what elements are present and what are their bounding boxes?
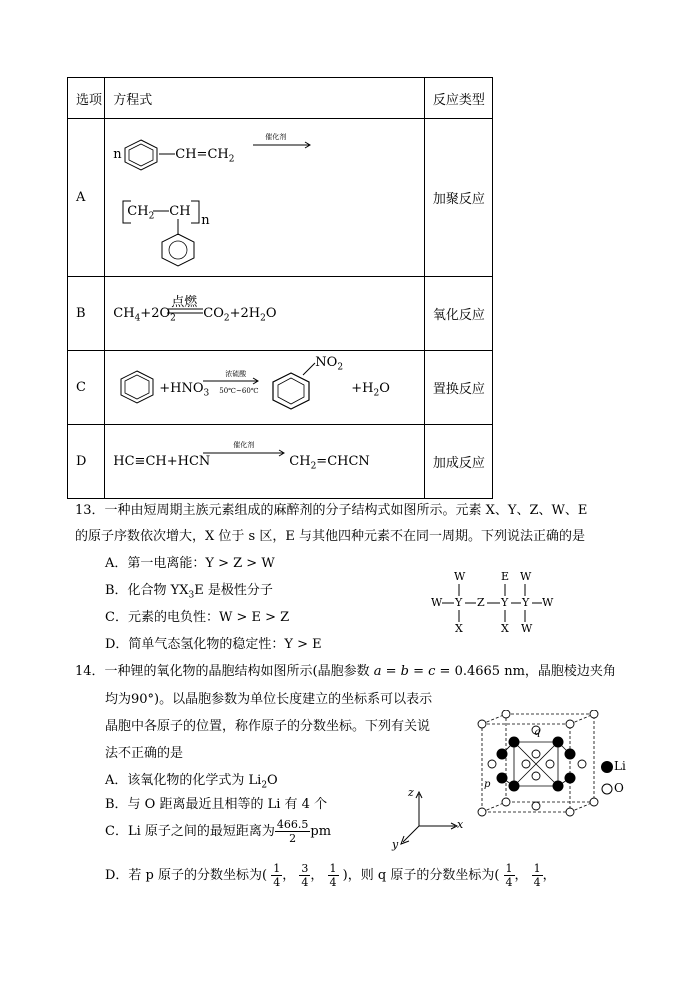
reaction-table <box>67 77 493 499</box>
row-type: 加成反应 <box>424 425 492 499</box>
q13-option-b: B．化合物 $YX_3E$ 是极性分子 <box>105 583 273 601</box>
legend-li: Li <box>614 759 626 773</box>
equation-cell: HC≡CH+HCN 催化剂 $CH_2=CHCN$ <box>105 425 425 499</box>
equation-cell: n $CH=CH_2$ 催化剂 $CH_2$ CH n <box>105 119 425 277</box>
legend-markers <box>600 760 614 796</box>
condition-label: 点燃 <box>171 295 198 310</box>
condition-top: 浓硫酸 <box>225 370 247 378</box>
table-row <box>68 119 493 277</box>
row-type: 氧化反应 <box>424 277 492 351</box>
q14-line4: 法不正确的是 <box>105 746 184 761</box>
q14-option-a: A．该氧化物的化学式为 $Li_2O$ <box>105 773 278 791</box>
table-row <box>68 277 493 351</box>
catalyst-label: 催化剂 <box>233 441 255 449</box>
q14-line1: 14．一种锂的氧化物的晶胞结构如图所示(晶胞参数 a = b = c = 0.4665 nm，晶胞棱边夹角 <box>75 664 616 679</box>
row-option: A <box>68 119 105 277</box>
legend-o: O <box>614 781 624 795</box>
header-option: 选项 <box>68 78 105 119</box>
benzene-ring-icon <box>121 138 161 172</box>
molecule-structure: W E W W Y Z Y Y W X X W <box>425 568 565 640</box>
equation-cell: $CH_4+2O_2$ 点燃 $CO_2+2H_2O$ <box>105 277 425 351</box>
row-option: B <box>68 277 105 351</box>
row-option: D <box>68 425 105 499</box>
label-p: p <box>484 779 491 790</box>
coef-n: n <box>113 147 122 162</box>
d-left: HC≡CH+HCN <box>113 454 211 469</box>
arrow-icon <box>203 377 261 385</box>
bond-lines <box>425 568 565 640</box>
equation-cell: $+HNO_3$ 浓硫酸 50℃~60℃ $NO_2$ $+H_2O$ <box>105 351 425 425</box>
polymer-n: n <box>201 213 210 228</box>
benzene-ring-icon <box>117 369 157 405</box>
axis-z: z <box>408 786 414 799</box>
row-option: C <box>68 351 105 425</box>
q13-line1: 13．一种由短周期主族元素组成的麻醉剂的分子结构式如图所示。元素 X、Y、Z、W、E <box>75 503 588 518</box>
q14-line2: 均为90°)。以晶胞参数为单位长度建立的坐标系可以表示 <box>105 692 433 707</box>
q13-option-d: D．简单气态氢化物的稳定性：Y > E <box>105 637 322 652</box>
row-type: 置换反应 <box>424 351 492 425</box>
q13-option-c: C．元素的电负性：W > E > Z <box>105 610 290 625</box>
equals-sign-icon <box>167 308 203 314</box>
benzene-ring-icon <box>269 371 313 411</box>
table-row <box>68 351 493 425</box>
condition-bottom: 50℃~60℃ <box>219 387 259 395</box>
header-type: 反应类型 <box>424 78 492 119</box>
row-type: 加聚反应 <box>424 119 492 277</box>
label-q: q <box>534 727 541 738</box>
table-row <box>68 425 493 499</box>
q13-line2: 的原子序数依次增大，X 位于 s 区，E 与其他四种元素不在同一周期。下列说法正确的是 <box>75 529 585 544</box>
benzene-ring-icon <box>158 232 198 268</box>
coordinate-axes <box>395 790 465 848</box>
axis-x: x <box>457 818 464 831</box>
axis-y: y <box>392 838 399 851</box>
vinyl-group: CH=CH <box>175 147 229 162</box>
q14-option-c: C．Li 原子之间的最短距离为 $\frac{466.5}{2}$ pm <box>105 818 332 845</box>
polymer-ch: CH <box>169 204 191 219</box>
q14-line3: 晶胞中各原子的位置，称作原子的分数坐标。下列有关说 <box>105 719 431 734</box>
table-header-row <box>68 78 493 119</box>
arrow-icon <box>253 141 313 149</box>
fraction: $\frac{466.5}{2}$ <box>276 818 309 845</box>
crystal-unit-cell <box>474 710 614 825</box>
nitro-group: NO <box>315 355 338 370</box>
q14-option-d: D．若 p 原子的分数坐标为( $\frac{1}{4}$ ， $\frac{3}{4}$ ， $\frac{1}{4}$ )，则 q 原子的分数坐标为( $\frac{1}{4}$ ， $\frac{1}{4}$ ， <box>105 862 556 889</box>
header-equation: 方程式 <box>105 78 425 119</box>
q13-option-a: A．第一电离能：Y > Z > W <box>105 556 275 571</box>
arrow-icon <box>203 449 287 457</box>
catalyst-label: 催化剂 <box>265 133 287 141</box>
q14-option-b: B．与 O 距离最近且相等的 Li 有 4 个 <box>105 797 328 812</box>
